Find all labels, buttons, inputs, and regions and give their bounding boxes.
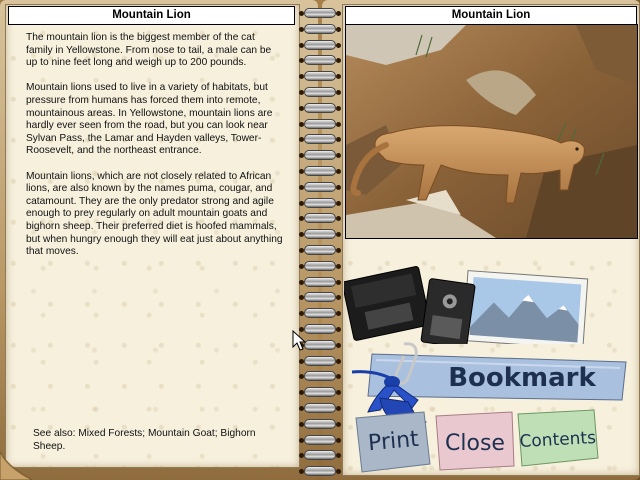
spiral-ring — [304, 150, 336, 160]
binding-hole — [299, 43, 304, 48]
binding-hole — [299, 264, 304, 269]
print-label: Print — [367, 426, 420, 457]
binding-hole — [299, 295, 304, 300]
binding-hole — [336, 27, 341, 32]
binding-hole — [299, 390, 304, 395]
binding-hole — [299, 169, 304, 174]
binding-hole — [299, 216, 304, 221]
binding-hole — [299, 27, 304, 32]
spiral-ring — [304, 8, 336, 18]
binding-hole — [336, 264, 341, 269]
binding-hole — [336, 453, 341, 458]
binding-hole — [299, 422, 304, 427]
photo-title: Mountain Lion — [345, 6, 637, 25]
binding-hole — [336, 201, 341, 206]
close-button[interactable] — [436, 412, 514, 470]
spiral-ring — [304, 356, 336, 366]
contents-button[interactable] — [518, 410, 598, 466]
article-title: Mountain Lion — [8, 6, 295, 25]
vhs-tape-icon — [344, 266, 431, 341]
binding-hole — [336, 311, 341, 316]
spiral-ring — [304, 387, 336, 397]
binding-hole — [299, 232, 304, 237]
binding-hole — [336, 153, 341, 158]
binding-hole — [299, 359, 304, 364]
binding-hole — [299, 453, 304, 458]
binding-hole — [299, 74, 304, 79]
article-body — [26, 32, 284, 271]
spiral-ring — [304, 213, 336, 223]
binding-hole — [299, 374, 304, 379]
binding-hole — [336, 374, 341, 379]
spiral-ring — [304, 403, 336, 413]
article-paragraph-3: Mountain lions, which are not closely related to African lions, are also known by the names puma, cougar, and catamount. They are the only predator strong and agile enough to prey regularly on adult mountain goats and bighorn sheep. Their preferred diet is hoofed mammals, but when hungry enough they will eat just about anything that moves. — [26, 170, 283, 258]
spiral-ring — [304, 292, 336, 302]
article-paragraph-2: Mountain lions used to live in a variety of habitats, but pressure from humans has forced them into remote, mountainous areas. In Yellowstone, mountain lions are hardly ever seen from the road, but you can look near Sylvan Pass, the Lamar and Hayden valleys, Tower-Roosevelt, and the northeast entrance. — [26, 82, 273, 157]
binding-hole — [336, 90, 341, 95]
binding-hole — [336, 74, 341, 79]
binding-hole — [336, 58, 341, 63]
spiral-ring — [304, 103, 336, 113]
spiral-ring — [304, 119, 336, 129]
mouse-pointer-icon — [292, 330, 306, 352]
print-button[interactable] — [356, 412, 430, 472]
binding-hole — [299, 153, 304, 158]
spiral-ring — [304, 435, 336, 445]
spiral-ring — [304, 229, 336, 239]
spiral-ring — [304, 40, 336, 50]
binding-hole — [336, 280, 341, 285]
spiral-ring — [304, 198, 336, 208]
binding-hole — [336, 295, 341, 300]
binding-hole — [299, 137, 304, 142]
binding-hole — [336, 327, 341, 332]
spiral-ring — [304, 371, 336, 381]
page-curl-icon — [0, 446, 32, 480]
contents-label: Contents — [519, 428, 597, 452]
binding-hole — [336, 438, 341, 443]
spiral-ring — [304, 277, 336, 287]
binding-hole — [336, 359, 341, 364]
postcard-icon — [463, 271, 588, 344]
article-paragraph-1: The mountain lion is the biggest member of the cat family in Yellowstone. From nose to tail, a male can be up to nine feet long and weigh up to 200 pounds. — [26, 32, 272, 69]
binding-hole — [336, 43, 341, 48]
spiral-ring — [304, 261, 336, 271]
binding-hole — [336, 106, 341, 111]
spiral-ring — [304, 419, 336, 429]
spiral-ring — [304, 134, 336, 144]
spiral-ring — [304, 71, 336, 81]
button-panel — [346, 342, 636, 476]
binding-hole — [299, 406, 304, 411]
binding-hole — [299, 438, 304, 443]
binding-hole — [299, 122, 304, 127]
binding-hole — [336, 469, 341, 474]
spiral-ring — [304, 340, 336, 350]
binding-hole — [336, 390, 341, 395]
spiral-ring — [304, 166, 336, 176]
binding-hole — [336, 216, 341, 221]
spiral-ring — [304, 308, 336, 318]
binding-hole — [299, 280, 304, 285]
binding-hole — [299, 11, 304, 16]
spiral-ring — [304, 87, 336, 97]
binding-hole — [336, 232, 341, 237]
binding-hole — [336, 422, 341, 427]
binding-hole — [336, 185, 341, 190]
see-also-links[interactable]: See also: Mixed Forests; Mountain Goat; Bighorn Sheep. — [33, 428, 256, 452]
mountain-lion-photo — [345, 24, 638, 239]
binding-hole — [336, 248, 341, 253]
spiral-ring — [304, 245, 336, 255]
spiral-ring — [304, 24, 336, 34]
media-items — [344, 262, 638, 344]
binding-hole — [299, 90, 304, 95]
spiral-ring — [304, 466, 336, 476]
cassette-tape-icon — [421, 278, 475, 344]
binding-hole — [299, 248, 304, 253]
spiral-ring — [304, 55, 336, 65]
binding-hole — [299, 201, 304, 206]
binding-hole — [299, 106, 304, 111]
binding-hole — [299, 311, 304, 316]
spiral-ring — [304, 450, 336, 460]
binding-hole — [336, 11, 341, 16]
binding-hole — [336, 343, 341, 348]
binding-hole — [336, 122, 341, 127]
spiral-ring — [304, 324, 336, 334]
spiral-binding — [298, 0, 342, 480]
mountain-lion-image — [346, 25, 637, 238]
spiral-ring — [304, 182, 336, 192]
binding-hole — [299, 469, 304, 474]
binding-hole — [299, 58, 304, 63]
binding-hole — [336, 137, 341, 142]
binding-hole — [336, 169, 341, 174]
binding-hole — [336, 406, 341, 411]
bookmark-label: Bookmark — [448, 363, 596, 393]
close-label: Close — [445, 431, 505, 456]
binding-hole — [299, 185, 304, 190]
